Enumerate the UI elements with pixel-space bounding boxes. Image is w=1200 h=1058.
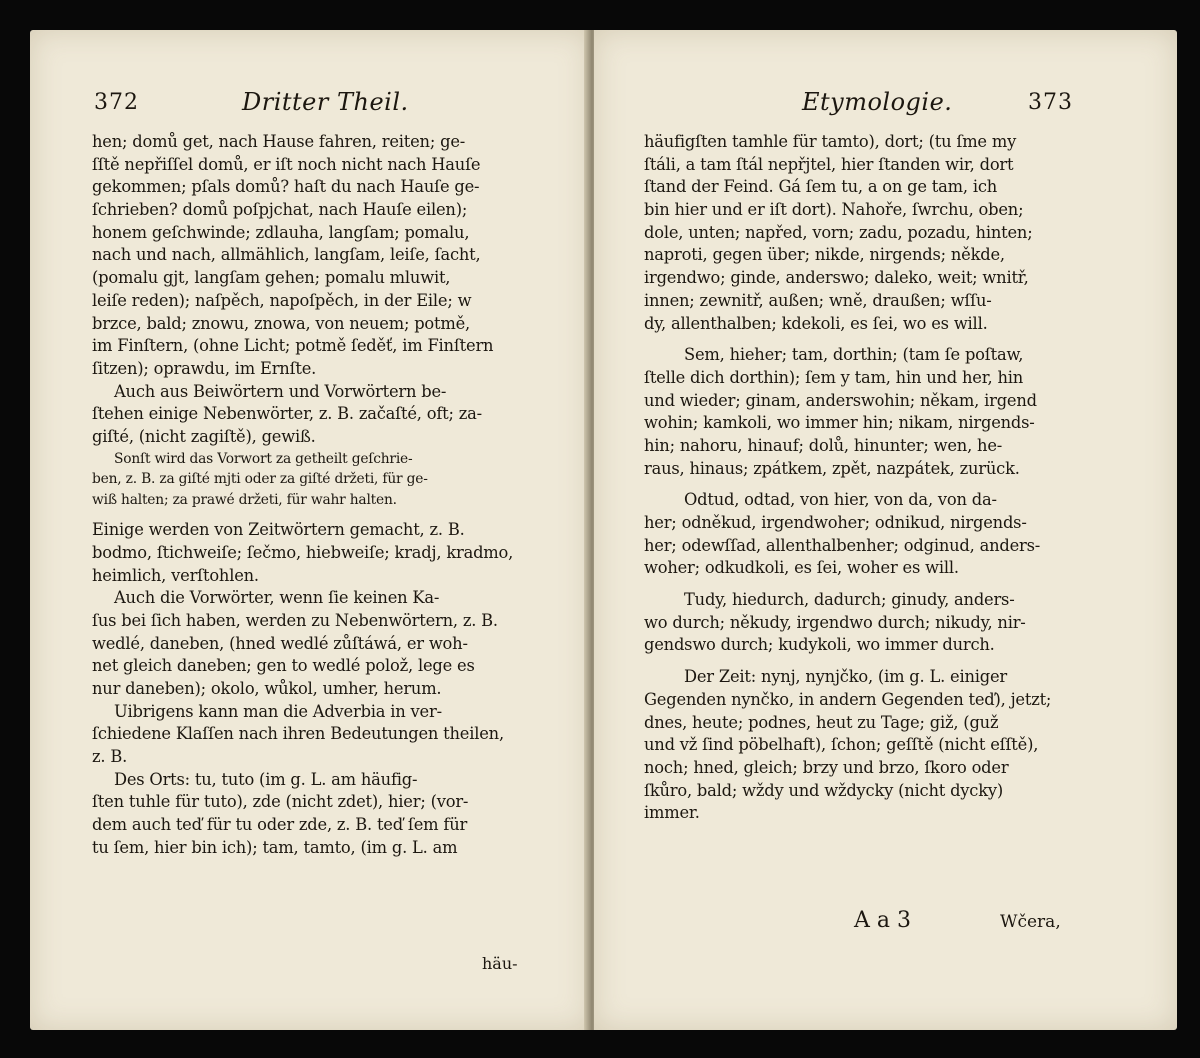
left-page-body (92, 131, 556, 859)
signature-mark: A a 3 (854, 908, 911, 933)
text-line: Des Orts: tu, tuto (im g. L. am häufig- (114, 769, 418, 789)
text-line: giſté, (nicht zagiſtě), gewiß. (92, 426, 316, 446)
footnote-line: ben, z. B. za giſté mjti oder za giſté držeti, für ge- (92, 471, 428, 488)
right-page-body (644, 131, 1094, 825)
text-line: ſitzen); oprawdu, im Ernſte. (92, 358, 317, 378)
footnote-line: wiß halten; za prawé držeti, für wahr halten. (92, 491, 397, 508)
catchword-left: häu- (482, 954, 518, 973)
text-line: häufigſten tamhle für tamto), dort; (tu ſme my (644, 132, 1017, 151)
text-line: ſchiedene Klaſſen nach ihren Bedeutungen theilen, (92, 724, 504, 744)
text-line: ſtáli, a tam ſtál nepřjtel, hier ſtanden wir, dort (644, 154, 1014, 174)
text-line: ſchrieben? domů poſpjchat, nach Hauſe eilen); (92, 200, 468, 220)
text-line: dy, allenthalben; kdekoli, es ſei, wo es will. (644, 313, 988, 333)
text-line: Der Zeit: nynj, nynjčko, (im g. L. einiger (684, 667, 1008, 687)
text-line: her; odněkud, irgendwoher; odnikud, nirgends- (644, 513, 1027, 532)
text-line: ſtand der Feind. Gá ſem tu, a on ge tam, ich (644, 177, 998, 197)
text-line: Uibrigens kann man die Adverbia in ver- (114, 701, 442, 721)
left-page-header (30, 90, 590, 130)
text-line: her; odewſſad, allenthalbenher; odginud, anders- (644, 535, 1041, 555)
text-line: irgendwo; ginde, anderswo; daleko, weit; wnitř, (644, 268, 1029, 288)
text-line: dole, unten; napřed, vorn; zadu, pozadu, hinten; (644, 222, 1033, 242)
right-page-header (594, 90, 1177, 130)
text-line: honem geſchwinde; zdlauha, langſam; pomalu, (92, 222, 470, 242)
text-line: im Finſtern, (ohne Licht; potmě ſeděť, im Finſtern (92, 336, 494, 356)
right-page (594, 30, 1177, 1030)
text-line: Gegenden nynčko, in andern Gegenden teď), jetzt; (644, 689, 1052, 709)
text-line: ſtehen einige Nebenwörter, z. B. začaſté, oft; za- (92, 404, 482, 424)
text-line: tu ſem, hier bin ich); tam, tamto, (im g. L. am (92, 837, 458, 857)
text-line: net gleich daneben; gen to wedlé polož, lege es (92, 656, 475, 676)
running-head-right: Etymologie. (802, 88, 953, 116)
text-line: ſſtě nepřiſſel domů, er iſt noch nicht nach Hauſe (92, 154, 481, 174)
text-line: Odtud, odtad, von hier, von da, von da- (684, 490, 997, 510)
text-line: immer. (644, 803, 700, 823)
text-line: und wieder; ginam, anderswohin; někam, irgend (644, 390, 1037, 410)
text-line: gekommen; pſals domů? haſt du nach Hauſe ge- (92, 177, 480, 197)
text-line: Tudy, hiedurch, dadurch; ginudy, anders- (684, 590, 1015, 610)
text-line: bodmo, ſtichweiſe; ſečmo, hiebweiſe; kradj, kradmo, (92, 542, 514, 562)
text-line: Auch die Vorwörter, wenn ſie keinen Ka- (114, 588, 440, 608)
text-line: und vž ſind pöbelhaft), ſchon; geſſtě (nicht eſſtě), (644, 735, 1039, 755)
catchword-right: Wčera, (1000, 912, 1061, 932)
text-line: Sem, hieher; tam, dorthin; (tam ſe poſtaw, (684, 345, 1024, 365)
text-line: z. B. (92, 747, 128, 766)
text-line: ſten tuhle für tuto), zde (nicht zdet), hier; (vor- (92, 792, 469, 812)
text-line: dnes, heute; podnes, heut zu Tage; giž, (guž (644, 712, 999, 732)
text-line: naproti, gegen über; nikde, nirgends; někde, (644, 245, 1005, 265)
text-line: (pomalu gjt, langſam gehen; pomalu mluwit, (92, 268, 451, 288)
text-line: dem auch teď für tu oder zde, z. B. teď ſem für (92, 815, 468, 835)
page-number-left: 372 (94, 90, 139, 115)
text-line: nach und nach, allmählich, langſam, leiſe, ſacht, (92, 245, 481, 265)
footnote-line: Sonſt wird das Vorwort za getheilt geſchrie- (114, 450, 413, 467)
text-line: ſtelle dich dorthin); ſem y tam, hin und her, hin (644, 367, 1024, 387)
text-line: ſus bei ſich haben, werden zu Nebenwörtern, z. B. (92, 610, 498, 630)
text-line: bin hier und er iſt dort). Nahoře, ſwrchu, oben; (644, 200, 1024, 220)
text-line: nur daneben); okolo, wůkol, umher, herum. (92, 678, 442, 698)
text-line: hin; nahoru, hinauf; dolů, hinunter; wen, he- (644, 435, 1003, 455)
page-number-right: 373 (1028, 90, 1073, 115)
left-page (30, 30, 590, 1030)
running-head-left: Dritter Theil. (242, 88, 409, 116)
text-line: noch; hned, gleich; brzy und brzo, ſkoro oder (644, 757, 1009, 777)
text-line: wohin; kamkoli, wo immer hin; nikam, nirgends- (644, 413, 1035, 433)
text-line: gendswo durch; kudykoli, wo immer durch. (644, 635, 995, 655)
text-line: hen; domů get, nach Hause fahren, reiten; ge- (92, 132, 466, 151)
text-line: wo durch; někudy, irgendwo durch; nikudy, nir- (644, 612, 1026, 632)
text-line: Einige werden von Zeitwörtern gemacht, z. B. (92, 520, 465, 540)
text-line: wedlé, daneben, (hned wedlé zůſtáwá, er woh- (92, 633, 468, 653)
text-line: ſkůro, bald; wždy und wždycky (nicht dycky) (644, 780, 1004, 800)
text-line: Auch aus Beiwörtern und Vorwörtern be- (114, 381, 447, 401)
text-line: raus, hinaus; zpátkem, zpět, nazpátek, zurück. (644, 458, 1020, 478)
text-line: brzce, bald; znowu, znowa, von neuem; potmě, (92, 313, 471, 333)
text-line: woher; odkudkoli, es ſei, woher es will. (644, 558, 959, 578)
text-line: heimlich, verſtohlen. (92, 565, 259, 585)
text-line: leiſe reden); naſpěch, napoſpěch, in der Eile; w (92, 290, 472, 310)
text-line: innen; zewnitř, außen; wně, draußen; wſſu- (644, 290, 992, 310)
